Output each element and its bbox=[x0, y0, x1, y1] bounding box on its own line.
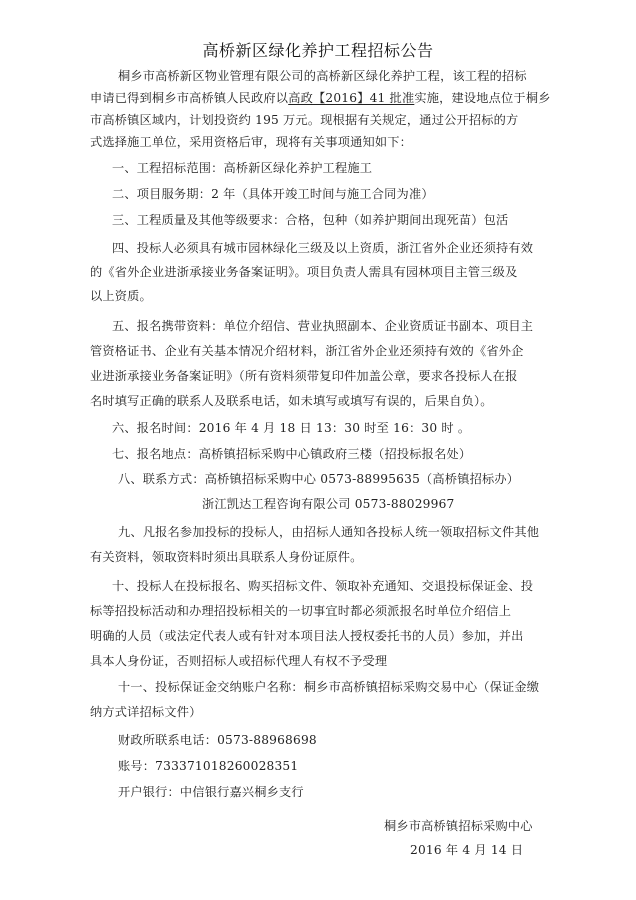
item-3: 三、工程质量及其他等级要求：合格，包种（如养护期间出现死苗）包活 bbox=[112, 213, 509, 227]
signature-org: 桐乡市高桥镇招标采购中心 bbox=[384, 819, 533, 833]
intro-line-1: 桐乡市高桥新区物业管理有限公司的高桥新区绿化养护工程，该工程的招标 bbox=[118, 69, 527, 83]
intro-line-2b: 实施，建设地点位于桐乡 bbox=[414, 91, 551, 105]
item-11-line-2: 纳方式详招标文件） bbox=[90, 705, 202, 719]
item-10-line-3: 明确的人员（或法定代表人或有针对本项目法人授权委托书的人员）参加，并出 bbox=[90, 629, 524, 643]
signature-date: 2016 年 4 月 14 日 bbox=[410, 843, 524, 857]
item-5-line-1: 五、报名携带资料：单位介绍信、营业执照副本、企业资质证书副本、项目主 bbox=[112, 319, 534, 333]
item-5-line-2: 管资格证书、企业有关基本情况介绍材料，浙江省外企业还须持有效的《省外企 bbox=[90, 344, 524, 358]
item-5-line-3: 业进浙承接业务备案证明》（所有资料须带复印件加盖公章，要求各投标人在报 bbox=[90, 369, 518, 383]
item-6: 六、报名时间：2016 年 4 月 18 日 13：30 时至 16：30 时 。 bbox=[112, 421, 471, 435]
item-5-line-4: 名时填写正确的联系人及联系电话，如未填写或填写有误的，后果自负）。 bbox=[90, 394, 493, 408]
item-7: 七、报名地点：高桥镇招标采购中心镇政府三楼（招投标报名处） bbox=[112, 447, 472, 461]
account-number: 账号：733371018260028351 bbox=[118, 759, 299, 773]
item-10-line-2: 标等招投标活动和办理招投标相关的一切事宜时都必须派报名时单位介绍信上 bbox=[90, 604, 512, 618]
item-9-line-2: 有关资料，领取资料时须出具联系人身份证原件。 bbox=[90, 550, 363, 564]
item-10-line-4: 具本人身份证，否则招标人或招标代理人有权不予受理 bbox=[90, 654, 388, 668]
item-8-line-2: 浙江凯达工程咨询有限公司 0573-88029967 bbox=[202, 497, 455, 511]
item-4-line-2: 的《省外企业进浙承接业务备案证明》。项目负责人需具有园林项目主管三级及 bbox=[90, 265, 518, 279]
document-title: 高桥新区绿化养护工程招标公告 bbox=[202, 41, 434, 60]
intro-line-3: 市高桥镇区域内，计划投资约 195 万元。现根据有关规定，通过公开招标的方 bbox=[90, 113, 519, 127]
item-2: 二、项目服务期：2 年（具体开竣工时间与施工合同为准） bbox=[112, 187, 434, 201]
item-4-line-3: 以上资质。 bbox=[90, 289, 152, 303]
item-1: 一、工程招标范围：高桥新区绿化养护工程施工 bbox=[112, 161, 373, 175]
item-9-line-1: 九、凡报名参加投标的投标人，由招标人通知各投标人统一领取招标文件其他 bbox=[118, 525, 540, 539]
approval-doc-number: 高政【2016】41 批准 bbox=[288, 91, 415, 105]
item-10-line-1: 十、投标人在投标报名、购买招标文件、领取补充通知、交退投标保证金、投 bbox=[112, 579, 534, 593]
intro-line-2 bbox=[90, 90, 551, 106]
item-11-line-1: 十一、投标保证金交纳账户名称：桐乡市高桥镇招标采购交易中心（保证金缴 bbox=[118, 680, 540, 694]
item-4-line-1: 四、投标人必须具有城市园林绿化三级及以上资质，浙江省外企业还须持有效 bbox=[112, 241, 534, 255]
bank-name: 开户银行：中信银行嘉兴桐乡支行 bbox=[118, 785, 304, 799]
finance-phone: 财政所联系电话：0573-88968698 bbox=[118, 733, 317, 747]
item-8-line-1: 八、联系方式：高桥镇招标采购中心 0573-88995635（高桥镇招标办） bbox=[118, 472, 520, 486]
intro-line-2a: 申请已得到桐乡市高桥镇人民政府以 bbox=[90, 91, 289, 105]
intro-line-4: 式选择施工单位，采用资格后审，现将有关事项通知如下： bbox=[90, 135, 413, 149]
